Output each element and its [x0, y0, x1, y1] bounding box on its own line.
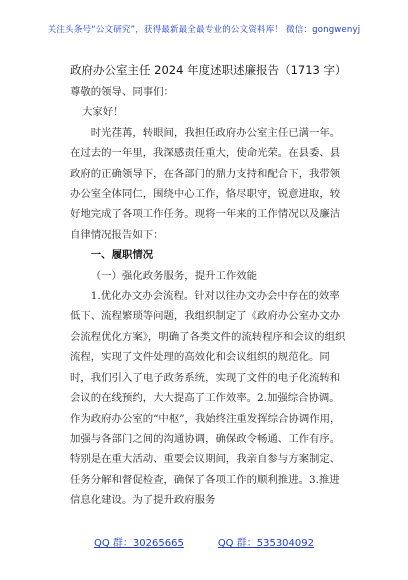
section-heading-1: 一、履职情况 — [90, 249, 154, 262]
qq-group-2[interactable]: QQ 群：535304092 — [217, 538, 314, 549]
promo-header-text: 关注头条号“公文研究”，获得最新最全最专业的公文资料库！ 微信：gongwenyj — [47, 25, 361, 35]
intro-paragraph: 时光荏苒，转眼间，我担任政府办公室主任已满一年。在过去的一年里，我深感责任重大，使命光荣。在县委、县政府的正确领导下，在各部门的鼎力支持和配合下，我带领办公室全体同仁，围绕中心工作，恪尽职守，锐意进取，较好地完成了各项工作任务。现将一年来的工作情况以及廉洁自律情况报告如下： — [70, 126, 341, 241]
footer-contact — [0, 534, 408, 549]
document-title: 政府办公室主任 2024 年度述职述廉报告（1713 字） — [70, 63, 347, 77]
promo-header — [0, 0, 408, 58]
greeting: 大家好！ — [81, 106, 124, 119]
salutation: 尊敬的领导、同事们： — [70, 86, 174, 98]
document-body — [70, 82, 348, 511]
qq-group-1[interactable]: QQ 群：30265665 — [93, 538, 184, 549]
sub-heading-1: （一）强化政务服务，提升工作效能 — [90, 269, 258, 282]
body-paragraph-1: 1.优化办文办会流程。针对以往办文办会中存在的效率低下、流程繁琐等问题，我组织制定了《政府办公室办文办会流程优化方案》，明确了各类文件的流转程序和会议的组织流程，实现了文件处理的高效化和会议组织的规范化。同时，我们引入了电子政务系统，实现了文件的电子化流转和会议的在线预约，大大提高了工作效率。2.加强综合协调。作为政府办公室的“中枢”，我始终注重发挥综合协调作用，加强与各部门之间的沟通协调，确保政令畅通、工作有序。特别是在重大活动、重要会议期间，我亲自参与方案制定、任务分解和督促检查，确保了各项工作的顺利推进。3.推进信息化建设。为了提升政府服务 — [70, 290, 346, 507]
